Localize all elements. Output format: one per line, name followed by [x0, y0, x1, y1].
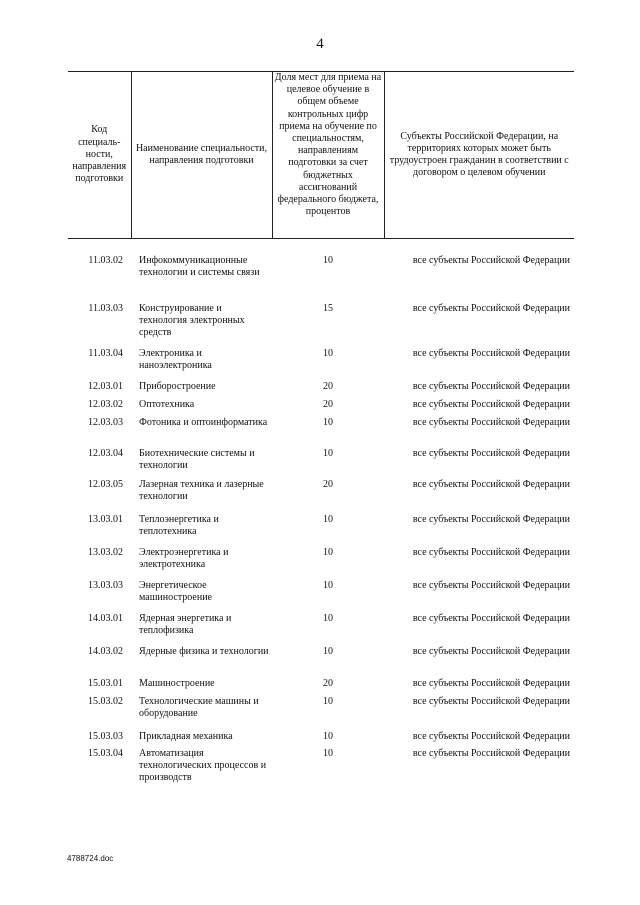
cell-regions: все субъекты Российской Федерации [412, 747, 570, 759]
cell-regions: все субъекты Российской Федерации [412, 416, 570, 428]
cell-share: 10 [323, 513, 333, 525]
cell-regions: все субъекты Российской Федерации [412, 478, 570, 490]
cell-regions: все субъекты Российской Федерации [412, 380, 570, 392]
page-number: 4 [316, 36, 324, 52]
cell-share: 10 [323, 546, 333, 558]
cell-code: 12.03.03 [88, 416, 123, 428]
cell-share: 15 [323, 302, 333, 314]
cell-code: 15.03.01 [88, 677, 123, 689]
table-row [68, 381, 574, 399]
cell-regions: все субъекты Российской Федерации [412, 730, 570, 742]
header-code: Код специаль-ности, направления подготовки [68, 72, 131, 239]
table-row [68, 748, 574, 796]
cell-name: Биотехнические системы и технологии [139, 447, 255, 471]
cell-code: 11.03.03 [88, 302, 123, 314]
cell-share: 10 [323, 579, 333, 591]
cell-code: 14.03.02 [88, 645, 123, 657]
cell-name: Электроэнергетика и электротехника [139, 546, 229, 570]
table-row [68, 348, 574, 381]
cell-share: 10 [323, 612, 333, 624]
table-row [68, 696, 574, 731]
cell-share: 10 [323, 255, 333, 266]
header-regions: Субъекты Российской Федерации, на территориях которых может быть трудоустроен гражданин в соответствии с договором о целевом обучении [384, 72, 574, 239]
table-row [68, 417, 574, 448]
table-row [68, 613, 574, 646]
cell-regions: все субъекты Российской Федерации [412, 447, 570, 459]
cell-share: 10 [323, 695, 333, 707]
header-name: Наименование специальности, направления подготовки [131, 72, 272, 239]
cell-share: 10 [323, 747, 333, 759]
cell-code: 12.03.02 [88, 398, 123, 410]
table-row [68, 399, 574, 417]
cell-code: 13.03.02 [88, 546, 123, 558]
cell-share: 20 [323, 478, 333, 490]
cell-regions: все субъекты Российской Федерации [412, 695, 570, 707]
cell-name: Ядерная энергетика и теплофизика [139, 612, 232, 636]
cell-code: 14.03.01 [88, 612, 123, 624]
cell-name: Автоматизация технологических процессов и производств [139, 747, 267, 783]
table-row [68, 580, 574, 613]
cell-name: Теплоэнергетика и теплотехника [139, 513, 219, 537]
cell-name: Машиностроение [139, 677, 215, 689]
cell-regions: все субъекты Российской Федерации [412, 255, 570, 266]
table-row [68, 678, 574, 696]
cell-share: 10 [323, 730, 333, 742]
table-row [68, 731, 574, 748]
document-filename: 4788724.doc [67, 854, 114, 863]
cell-share: 10 [323, 347, 333, 359]
cell-name: Технологические машины и оборудование [139, 695, 259, 719]
cell-name: Инфокоммуникационные технологии и системы связи [139, 255, 260, 279]
cell-regions: все субъекты Российской Федерации [412, 347, 570, 359]
table-body [68, 239, 574, 796]
cell-regions: все субъекты Российской Федерации [412, 398, 570, 410]
cell-code: 15.03.04 [88, 747, 123, 759]
table-row [68, 479, 574, 514]
cell-name: Оптотехника [139, 398, 195, 410]
cell-name: Лазерная техника и лазерные технологии [139, 478, 264, 502]
cell-share: 10 [323, 645, 333, 657]
cell-name: Электроника и наноэлектроника [139, 347, 212, 371]
cell-name: Прикладная механика [139, 730, 233, 742]
cell-share: 20 [323, 398, 333, 410]
table-header [68, 72, 574, 239]
cell-code: 12.03.05 [88, 478, 123, 490]
cell-code: 12.03.01 [88, 380, 123, 392]
cell-code: 13.03.03 [88, 579, 123, 591]
cell-code: 13.03.01 [88, 513, 123, 525]
cell-regions: все субъекты Российской Федерации [412, 612, 570, 624]
table-row [68, 547, 574, 580]
header-share: Доля мест для приема на целевое обучение в общем объеме контрольных цифр приема на обучение по специальностям, направлениям подготовки за счет бюджетных ассигнований федерального бюджета, процентов [272, 72, 384, 239]
cell-regions: все субъекты Российской Федерации [412, 579, 570, 591]
cell-share: 20 [323, 380, 333, 392]
table-row [68, 303, 574, 348]
cell-code: 11.03.04 [88, 347, 123, 359]
cell-name: Энергетическое машиностроение [139, 579, 212, 603]
cell-code: 11.03.02 [88, 255, 123, 266]
table-row [68, 448, 574, 479]
target-training-table [68, 71, 574, 796]
table-row [68, 646, 574, 678]
cell-regions: все субъекты Российской Федерации [412, 513, 570, 525]
table-row [68, 239, 574, 303]
cell-regions: все субъекты Российской Федерации [412, 302, 570, 314]
cell-share: 20 [323, 677, 333, 689]
cell-name: Ядерные физика и технологии [139, 645, 269, 657]
cell-name: Конструирование и технология электронных средств [139, 302, 245, 338]
cell-regions: все субъекты Российской Федерации [412, 677, 570, 689]
cell-regions: все субъекты Российской Федерации [412, 645, 570, 657]
table-row [68, 514, 574, 547]
cell-name: Фотоника и оптоинформатика [139, 416, 268, 428]
cell-code: 15.03.02 [88, 695, 123, 707]
cell-share: 10 [323, 416, 333, 428]
cell-regions: все субъекты Российской Федерации [412, 546, 570, 558]
cell-name: Приборостроение [139, 380, 216, 392]
cell-code: 15.03.03 [88, 730, 123, 742]
cell-code: 12.03.04 [88, 447, 123, 459]
cell-share: 10 [323, 447, 333, 459]
